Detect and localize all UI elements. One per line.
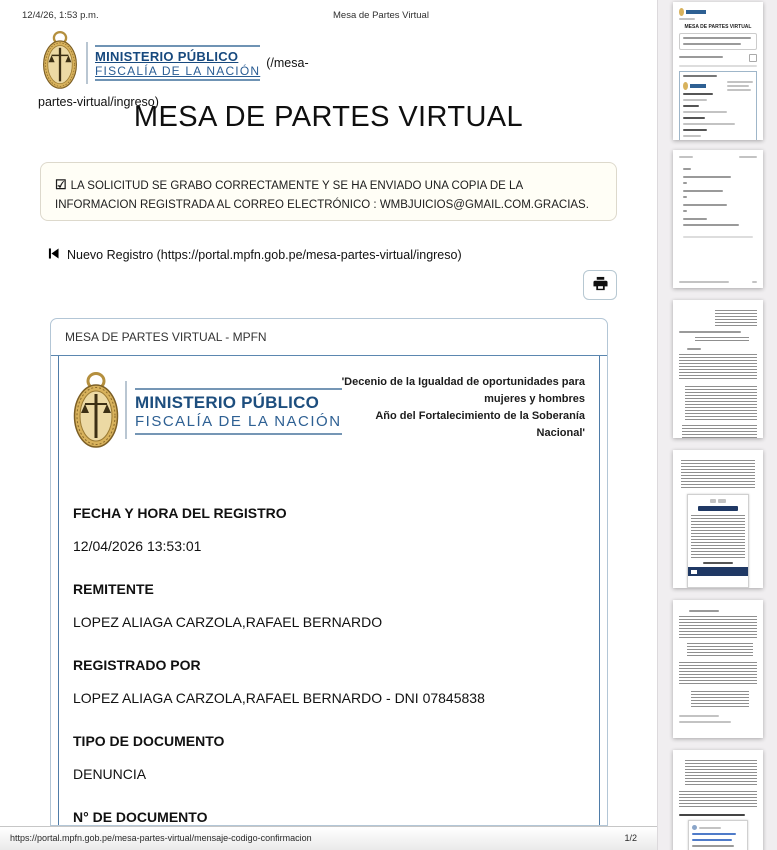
official-motto [342,372,585,453]
page-thumbnail-1[interactable] [673,2,763,140]
alert-text: LA SOLICITUD SE GRABO CORRECTAMENTE Y SE HA ENVIADO UNA COPIA DE LA INFORMACION REGISTRADA AL CORREO ELECTRÓNICO : WMBJUICIOS@GMAIL.COM.GRACIAS. [55,180,589,211]
page-thumbnail-3[interactable] [673,300,763,438]
page-thumbnail-4[interactable] [673,450,763,588]
field-value-remitente: LOPEZ ALIAGA CARZOLA,RAFAEL BERNARDO [73,614,383,630]
field-label-registrado-por: REGISTRADO POR [73,657,201,673]
thumb-paragraph-placeholder [691,691,749,709]
document-panel [58,356,600,826]
field-value-tipo-documento: DENUNCIA [73,766,147,782]
footer-url: https://portal.mpfn.gob.pe/mesa-partes-virtual/mensaje-codigo-confirmacion [10,833,312,843]
printer-icon [593,276,608,294]
thumb-paragraph-placeholder [682,425,757,438]
thumb-header-placeholder [679,156,757,162]
mpfn-emblem-icon [73,372,119,453]
logo-line2: FISCALÍA DE LA NACIÓN [135,413,342,435]
text-line-placeholder [679,721,731,723]
thumb-letter-card-placeholder [687,494,749,588]
logo-divider [125,381,127,439]
motto-line: mujeres y hombres [484,393,586,405]
field-value-fecha: 12/04/2026 13:53:01 [73,538,202,554]
thumb-nav-placeholder [679,54,757,62]
page-thumbnails-sidebar [657,0,777,850]
field-label-numero-documento: N° DE DOCUMENTO [73,809,208,825]
thumb-paragraph-placeholder [679,616,757,638]
checkbox-check-icon: ☑ [55,177,67,192]
logo-line1: MINISTERIO PÚBLICO [95,48,239,64]
text-line-placeholder [687,348,701,350]
page-title: MESA DE PARTES VIRTUAL [133,101,524,133]
print-header-doc-title: Mesa de Partes Virtual [333,10,429,21]
logo-line1: MINISTERIO PÚBLICO [135,388,342,413]
text-line-placeholder [689,610,719,612]
page-thumbnail-2[interactable] [673,150,763,288]
mpfn-emblem-icon [40,31,80,94]
thumb-paragraph-placeholder [679,791,757,809]
thumb-paragraph-placeholder [695,337,749,343]
field-label-fecha: FECHA Y HORA DEL REGISTRO [73,505,287,521]
thumb-paragraph-placeholder [679,354,757,380]
thumb-text-placeholder [679,168,757,238]
field-label-tipo-documento: TIPO DE DOCUMENTO [73,733,225,749]
divider-placeholder [679,65,757,67]
text-line-placeholder [679,715,719,717]
thumb-paragraph-placeholder [685,386,757,420]
motto-line: 'Decenio de la Igualdad de oportunidades para [341,376,586,388]
field-value-registrado-por: LOPEZ ALIAGA CARZOLA,RAFAEL BERNARDO - DNI 07845838 [73,690,485,706]
field-label-remitente: REMITENTE [73,581,154,597]
print-button[interactable] [583,270,617,300]
card-header: MESA DE PARTES VIRTUAL - MPFN [51,319,607,356]
text-line-placeholder [679,331,741,333]
print-header-datetime: 12/4/26, 1:53 p.m. [22,10,99,21]
thumb-paragraph-placeholder [687,643,753,657]
footer-page-indicator: 1/2 [624,833,637,843]
logo-line2: FISCALÍA DE LA NACIÓN [95,64,260,81]
page-thumbnail-6[interactable] [673,750,763,850]
thumb-paragraph-placeholder [681,460,755,490]
motto-line: Nacional' [536,427,586,439]
motto-line: Año del Fortalecimiento de la Soberanía [375,410,586,422]
text-line-placeholder [679,18,695,20]
logo-wordmark [95,45,260,81]
registration-fields [59,505,599,825]
logo-wordmark [135,388,342,453]
thumb-page-title: MESA DE PARTES VIRTUAL [684,24,752,30]
thumb-paragraph-placeholder [679,662,757,686]
logo-divider [86,42,88,84]
thumb-screenshot-placeholder [688,820,748,850]
page-thumbnail-5[interactable] [673,600,763,738]
header-logo-link[interactable] [40,31,309,94]
new-record-link[interactable]: Nuevo Registro (https://portal.mpfn.gob.pe/mesa-partes-virtual/ingreso) [67,248,462,262]
new-record-row [48,246,462,264]
skip-back-icon [48,246,59,264]
document-card [50,318,608,826]
logo-href-part2: partes-virtual/ingreso) [38,95,159,109]
text-line-placeholder [679,814,745,816]
logo-href-part1: (/mesa- [266,55,309,70]
thumb-paragraph-placeholder [685,760,757,786]
thumb-paragraph-placeholder [715,310,757,326]
thumb-footer-placeholder [679,281,757,283]
thumb-logo-placeholder [679,8,757,16]
document-letterhead [59,372,599,453]
print-footer [0,826,657,850]
thumb-alert-placeholder [679,33,757,50]
thumb-card-placeholder [679,71,757,140]
success-alert [40,162,617,221]
